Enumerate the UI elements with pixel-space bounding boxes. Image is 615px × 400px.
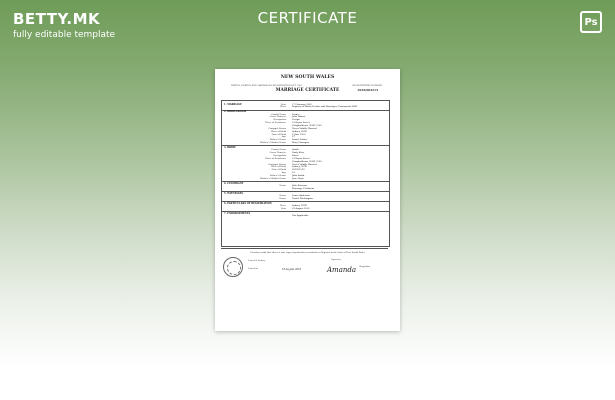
- field-value: Sydney, NSW: [292, 204, 307, 208]
- section-heading: 6. PARTICULARS OF REGISTRATION: [224, 202, 272, 206]
- field-label: Occupation: [273, 118, 286, 122]
- registration-number-label: REGISTRATION NUMBER: [352, 84, 382, 87]
- field-label: Occupation: [273, 154, 286, 158]
- certify-statement: I hereby certify that this is a true copy of particulars recorded in a Register in the State of New South Wales: [250, 252, 365, 254]
- field-label: Place: [280, 105, 286, 109]
- document-act-line: BIRTHS, DEATHS AND MARRIAGES REGISTRATION ACT 1995: [231, 84, 303, 87]
- field-value: Marriage Celebrant: [292, 186, 315, 190]
- field-value: Never Validly Married: [292, 126, 317, 130]
- field-value: Design: [292, 118, 300, 122]
- field-label: Place of Birth: [270, 165, 286, 169]
- brand-tagline: fully editable template: [13, 30, 116, 40]
- field-label: Place of Birth: [270, 129, 286, 133]
- field-value: 14 Bryan Street: [292, 121, 310, 125]
- field-value: Laura Anderson: [292, 194, 310, 198]
- field-value: 25: [292, 135, 295, 139]
- issued-at-text: Issued at Sydney: [248, 260, 266, 262]
- field-value: Not Applicable: [292, 214, 309, 218]
- registration-number: 2016/002213: [357, 88, 378, 92]
- divider: [221, 248, 388, 249]
- field-label: Name: [279, 194, 286, 198]
- signature-caption: Signature: [331, 259, 342, 261]
- section-heading: 2. BRIDEGROOM: [224, 110, 247, 114]
- field-label: Date: [280, 207, 286, 211]
- field-value: Sydney, NSW: [292, 165, 307, 169]
- field-value: Mary Flanagan: [292, 141, 309, 145]
- field-value: 20/03/1992: [292, 168, 305, 172]
- field-value: Emily Kate: [292, 151, 305, 155]
- field-value: Campbelltown, NSW, 2560: [292, 159, 322, 163]
- field-label: Given Name(s): [269, 115, 286, 119]
- field-label: Father's Name: [269, 174, 286, 177]
- field-label: Place of Residence: [265, 156, 286, 160]
- field-label: Name: [279, 197, 286, 201]
- section-heading: 7. ENDORSEMENTS: [224, 212, 251, 216]
- field-value: 17 February 2016: [292, 102, 312, 106]
- document-state: NEW SOUTH WALES: [280, 75, 335, 80]
- field-label: Place: [280, 204, 286, 208]
- field-value: Jane Doyle: [292, 176, 304, 180]
- section-divider: [222, 145, 389, 146]
- field-value: 2 June 1990: [292, 132, 306, 136]
- page-headline: CERTIFICATE: [257, 9, 358, 27]
- registrar-signature: Amanda: [327, 266, 357, 274]
- field-value: 18 August 2016: [292, 207, 310, 211]
- field-label: Date of Birth: [271, 132, 286, 136]
- field-label: Father's Name: [269, 138, 286, 142]
- field-label: Family Name: [271, 148, 286, 152]
- certificate-fields-table: [221, 100, 390, 247]
- section-heading: 5. WITNESSES: [224, 192, 244, 195]
- field-label: Conjugal Status: [268, 162, 286, 166]
- section-heading: 3. BRIDE: [224, 146, 236, 150]
- certificate-document: [215, 69, 400, 331]
- field-label: Conjugal Status: [268, 126, 286, 130]
- issued-on-text: Issued on: [248, 268, 258, 270]
- brand-logo: BETTY.MK: [13, 10, 101, 28]
- section-divider: [222, 191, 389, 192]
- field-value: Never Validly Married: [292, 162, 317, 166]
- official-seal-icon: [223, 257, 243, 277]
- document-title: MARRIAGE CERTIFICATE: [275, 88, 340, 93]
- field-label: Date: [280, 102, 286, 106]
- field-value: Julie Kotsaras: [292, 184, 308, 188]
- section-divider: [222, 181, 389, 182]
- registrar-label: Registrar: [359, 265, 370, 268]
- field-value: Registry of Births Deaths and Marriages, Parramatta NSW: [292, 105, 358, 109]
- field-label: Mother's Maiden Name: [259, 176, 286, 180]
- field-label: Date of Birth: [271, 168, 286, 172]
- field-value: Forbes: [292, 112, 300, 116]
- field-value: 14 Bryan Street: [292, 156, 310, 160]
- field-value: 23: [292, 171, 295, 175]
- field-value: Sydney, NSW: [292, 129, 307, 133]
- field-label: Given Name(s): [269, 151, 286, 155]
- issue-date: 18 August 2016: [282, 268, 302, 271]
- field-value: John Smith: [292, 174, 305, 177]
- field-label: Mother's Maiden Name: [259, 141, 286, 145]
- field-value: Campbelltown, NSW, 2560: [292, 124, 322, 127]
- field-value: Nurse: [292, 154, 299, 158]
- field-label: Family Name: [271, 112, 286, 116]
- field-label: Age: [281, 135, 286, 139]
- field-value: John Robert: [292, 115, 306, 119]
- field-value: Daniel Washington: [292, 197, 313, 201]
- field-value: Smith: [292, 148, 299, 152]
- field-label: Name: [279, 184, 286, 188]
- section-heading: 1. MARRIAGE: [224, 102, 242, 106]
- photoshop-icon: Ps: [580, 11, 602, 33]
- section-heading: 4. CELEBRANT: [224, 181, 244, 185]
- field-value: Daniel Forbes: [292, 138, 308, 142]
- field-label: Age: [281, 171, 286, 175]
- field-label: Place of Residence: [265, 121, 286, 125]
